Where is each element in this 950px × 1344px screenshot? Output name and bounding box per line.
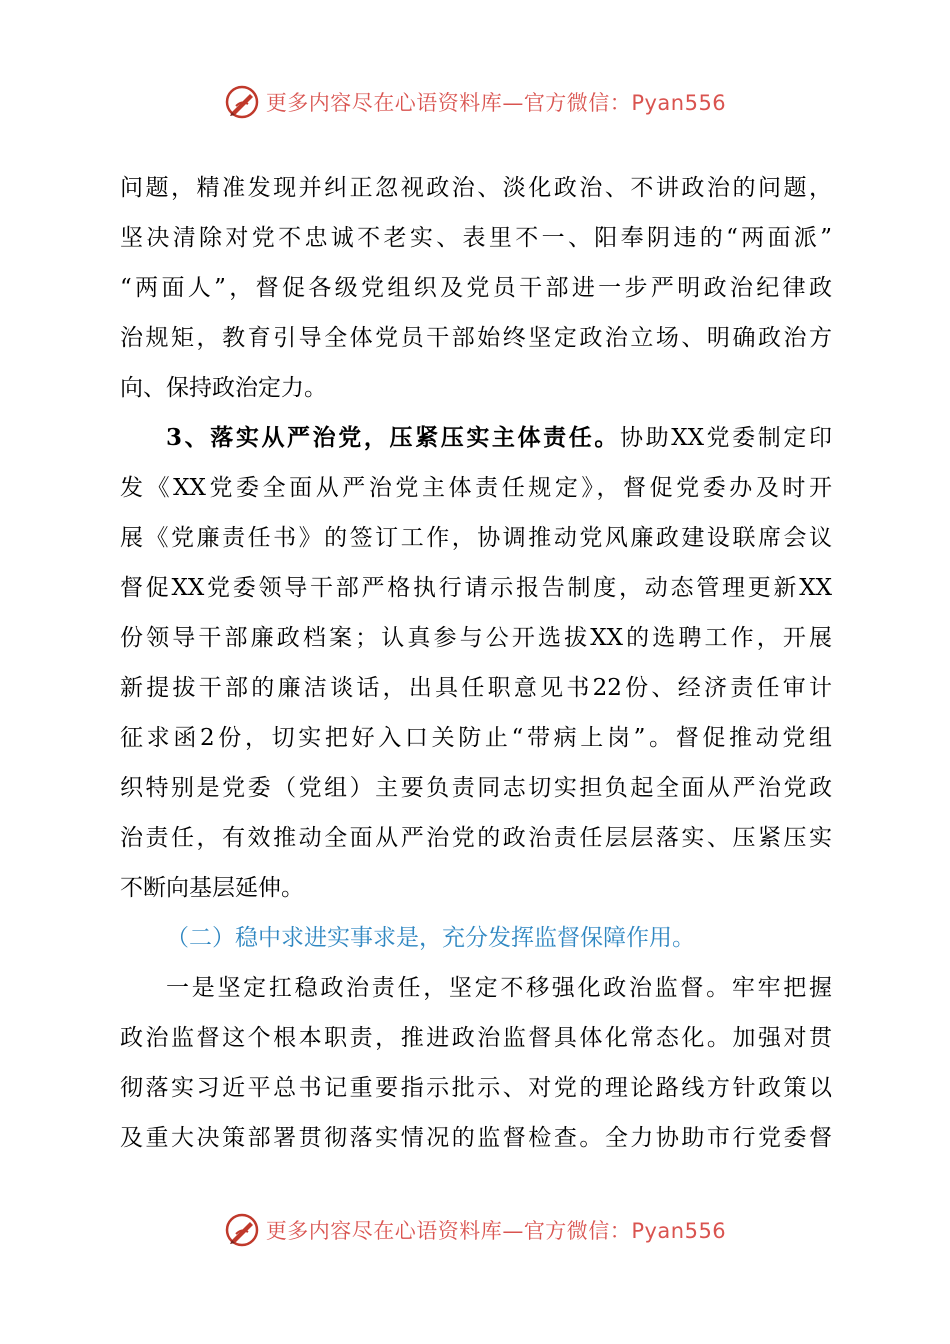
pen-logo-icon (224, 1212, 260, 1248)
text-line: 份领导干部廉政档案；认真参与公开选拔XX的选聘工作，开展 (120, 625, 832, 651)
footer-wechat-label: 官方微信： (523, 1219, 632, 1243)
header-banner (0, 82, 950, 122)
text-line: 治责任，有效推动全面从严治党的政治责任层层落实、压紧压实 (120, 825, 832, 851)
text-line: 督促XX党委领导干部严格执行请示报告制度，动态管理更新XX (120, 575, 832, 601)
text-line: 问题，精准发现并纠正忽视政治、淡化政治、不讲政治的问题， (120, 175, 832, 201)
paragraph-1 (120, 163, 832, 413)
header-text (266, 87, 726, 117)
text-line: 征求函2份，切实把好入口关防止“带病上岗”。督促推动党组 (120, 725, 832, 751)
text-line-first (120, 413, 832, 463)
footer-text (266, 1215, 726, 1245)
text-line: “两面人”，督促各级党组织及党员干部进一步严明政治纪律政 (120, 275, 832, 301)
text-line: 彻落实习近平总书记重要指示批示、对党的理论路线方针政策以 (120, 1075, 832, 1101)
paragraph-2-heading: 3、落实从严治党，压紧压实主体责任。 (166, 424, 620, 451)
paragraph-2 (120, 413, 832, 913)
paragraph-2-first-rest: 协助XX党委制定印 (619, 425, 832, 451)
pen-logo-icon (224, 84, 260, 120)
text-line: 向、保持政治定力。 (120, 375, 327, 401)
header-brand: 更多内容尽在心语资料库 (265, 91, 503, 115)
header-dash: — (502, 91, 524, 115)
paragraph-3 (120, 963, 832, 1163)
text-line: 及重大决策部署贯彻落实情况的监督检查。全力协助市行党委督 (120, 1125, 832, 1151)
footer-brand: 更多内容尽在心语资料库 (265, 1219, 503, 1243)
text-line: 织特别是党委（党组）主要负责同志切实担负起全面从严治党政 (120, 775, 832, 801)
header-wechat-id: Pyan556 (631, 91, 727, 115)
footer-dash: — (502, 1219, 524, 1243)
text-line: 治规矩，教育引导全体党员干部始终坚定政治立场、明确政治方 (120, 325, 832, 351)
text-line: 不断向基层延伸。 (120, 875, 304, 901)
text-line: 展《党廉责任书》的签订工作，协调推动党风廉政建设联席会议 (120, 525, 832, 551)
text-line: 政治监督这个根本职责，推进政治监督具体化常态化。加强对贯 (120, 1025, 832, 1051)
text-line: 新提拔干部的廉洁谈话，出具任职意见书22份、经济责任审计 (120, 675, 832, 701)
section-heading: （二）稳中求进实事求是，充分发挥监督保障作用。 (166, 925, 695, 951)
text-line: 发《XX党委全面从严治党主体责任规定》，督促党委办及时开 (120, 475, 832, 501)
text-line: 一是坚定扛稳政治责任，坚定不移强化政治监督。牢牢把握 (166, 975, 832, 1001)
text-line: 坚决清除对党不忠诚不老实、表里不一、阳奉阴违的“两面派” (120, 225, 832, 251)
header-wechat-label: 官方微信： (523, 91, 632, 115)
footer-wechat-id: Pyan556 (631, 1219, 727, 1243)
footer-banner (0, 1210, 950, 1250)
document-body (120, 163, 832, 1163)
